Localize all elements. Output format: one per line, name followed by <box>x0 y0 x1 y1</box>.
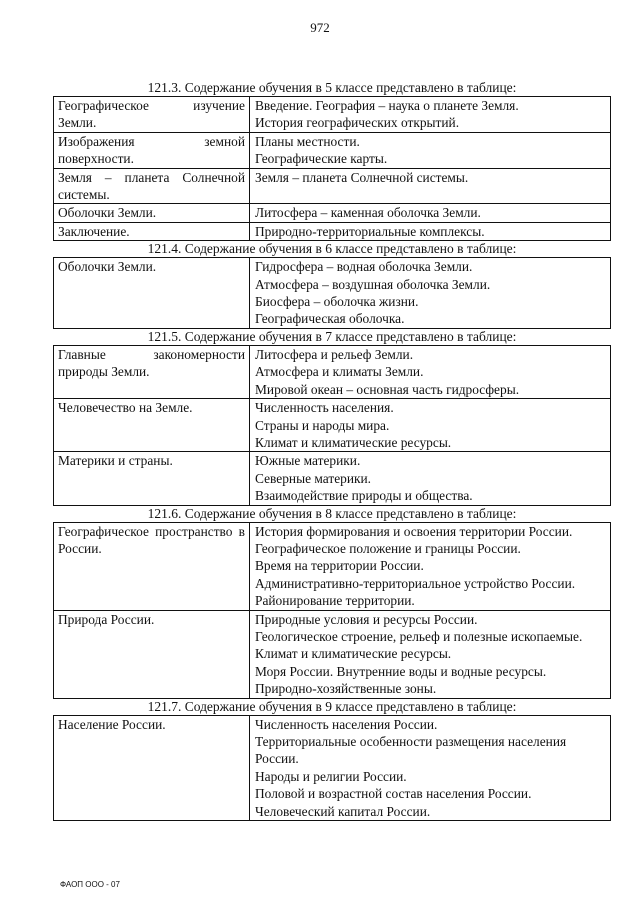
table-row <box>54 345 611 398</box>
table-row <box>54 132 611 168</box>
section <box>53 699 611 821</box>
section <box>53 80 611 241</box>
section <box>53 329 611 506</box>
topic-text: Материки и страны. <box>58 453 173 469</box>
topic-cell <box>54 715 250 820</box>
section <box>53 506 611 699</box>
content-line: Взаимодействие природы и общества. <box>255 488 473 504</box>
document-body <box>53 80 611 821</box>
content-line: Атмосфера – воздушная оболочка Земли. <box>255 276 491 292</box>
content-line: Страны и народы мира. <box>255 417 390 433</box>
content-line: Численность населения. <box>255 400 394 416</box>
content-cell <box>250 522 611 610</box>
table-row <box>54 715 611 820</box>
footer-code: ФАОП ООО - 07 <box>60 880 120 889</box>
content-line: История географических открытий. <box>255 115 460 131</box>
content-line: Атмосфера и климаты Земли. <box>255 364 424 380</box>
content-line: Климат и климатические ресурсы. <box>255 434 452 450</box>
table-row <box>54 168 611 204</box>
content-cell <box>250 345 611 398</box>
topic-cell <box>54 222 250 240</box>
topic-cell <box>54 258 250 329</box>
content-line: Введение. География – наука о планете Земля. <box>255 98 519 113</box>
content-cell <box>250 399 611 452</box>
content-line: Природно-хозяйственные зоны. <box>255 681 437 697</box>
content-line: Территориальные особенности размещения населения России. <box>255 734 567 767</box>
content-line: Земля – планета Солнечной системы. <box>255 169 469 185</box>
content-cell <box>250 204 611 222</box>
table-row <box>54 452 611 505</box>
content-line: Мировой океан – основная часть гидросферы. <box>255 381 520 397</box>
content-line: Численность населения России. <box>255 716 438 732</box>
topic-text: Главные закономерности природы Земли. <box>58 346 245 380</box>
topic-cell <box>54 97 250 133</box>
content-line: Биосфера – оболочка жизни. <box>255 294 419 310</box>
content-line: Литосфера и рельеф Земли. <box>255 346 414 362</box>
topic-text: Природа России. <box>58 611 155 627</box>
table-row <box>54 399 611 452</box>
table-row <box>54 222 611 240</box>
content-line: Народы и религии России. <box>255 768 407 784</box>
section-heading: 121.6. Содержание обучения в 8 классе представлено в таблице: <box>147 505 517 521</box>
topic-cell <box>54 132 250 168</box>
section-heading: 121.3. Содержание обучения в 5 классе представлено в таблице: <box>147 80 517 95</box>
content-table <box>53 96 611 241</box>
table-row <box>54 97 611 133</box>
section-heading: 121.4. Содержание обучения в 6 классе представлено в таблице: <box>147 241 517 257</box>
topic-text: Географическое пространство в России. <box>58 523 245 556</box>
content-cell <box>250 715 611 820</box>
content-line: Время на территории России. <box>255 558 424 574</box>
content-line: Человеческий капитал России. <box>255 803 431 819</box>
section-heading: 121.7. Содержание обучения в 9 классе представлено в таблице: <box>147 698 517 714</box>
topic-text: Заключение. <box>58 223 130 239</box>
topic-text: Оболочки Земли. <box>58 205 157 221</box>
content-table <box>53 522 611 699</box>
topic-cell <box>54 522 250 610</box>
content-line: Географическая оболочка. <box>255 311 405 327</box>
topic-cell <box>54 168 250 204</box>
section-heading: 121.5. Содержание обучения в 7 классе представлено в таблице: <box>147 328 517 344</box>
content-line: Половой и возрастной состав населения России. <box>255 786 532 802</box>
content-cell <box>250 452 611 505</box>
content-line: Геологическое строение, рельеф и полезные ископаемые. <box>255 628 583 644</box>
topic-text: Географическое изучение Земли. <box>58 98 245 131</box>
content-line: Географические карты. <box>255 151 388 167</box>
content-line: Природные условия и ресурсы России. <box>255 611 478 627</box>
content-line: Литосфера – каменная оболочка Земли. <box>255 205 481 221</box>
topic-text: Оболочки Земли. <box>58 259 157 275</box>
topic-cell <box>54 610 250 698</box>
content-table <box>53 715 611 821</box>
page-number: 972 <box>310 20 330 35</box>
content-line: Северные материки. <box>255 470 372 486</box>
table-row <box>54 258 611 329</box>
topic-cell <box>54 399 250 452</box>
content-cell <box>250 168 611 204</box>
content-line: Природно-территориальные комплексы. <box>255 223 485 239</box>
table-row <box>54 610 611 698</box>
topic-text: Изображения земной поверхности. <box>58 133 245 167</box>
topic-cell <box>54 345 250 398</box>
content-cell <box>250 97 611 133</box>
content-table <box>53 257 611 329</box>
content-cell <box>250 258 611 329</box>
content-line: Южные материки. <box>255 453 361 469</box>
content-line: История формирования и освоения территории России. <box>255 523 573 539</box>
content-cell <box>250 222 611 240</box>
content-line: Гидросфера – водная оболочка Земли. <box>255 259 473 275</box>
section <box>53 241 611 329</box>
table-row <box>54 204 611 222</box>
content-line: Планы местности. <box>255 133 360 149</box>
table-row <box>54 522 611 610</box>
content-line: Административно-территориальное устройство России. Районирование территории. <box>255 575 576 609</box>
content-cell <box>250 132 611 168</box>
content-line: Климат и климатические ресурсы. <box>255 646 452 662</box>
content-line: Географическое положение и границы России. <box>255 540 521 556</box>
content-line: Моря России. Внутренние воды и водные ресурсы. <box>255 663 547 679</box>
content-table <box>53 345 611 506</box>
topic-cell <box>54 204 250 222</box>
content-cell <box>250 610 611 698</box>
topic-text: Человечество на Земле. <box>58 400 193 416</box>
topic-text: Земля – планета Солнечной системы. <box>58 169 245 203</box>
topic-text: Население России. <box>58 716 166 732</box>
topic-cell <box>54 452 250 505</box>
